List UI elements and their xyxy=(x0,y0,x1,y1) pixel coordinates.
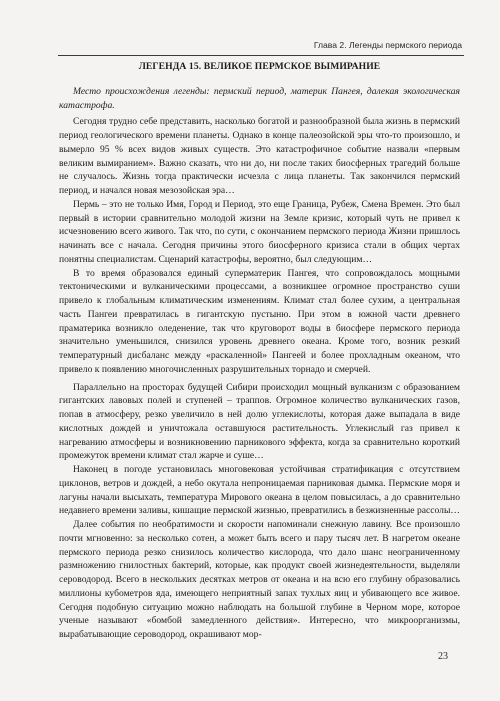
paragraph-6: Далее события по необратимости и скорости напоминали снежную лавину. Все произошло почти мгновенно: за несколько сотен, а может быть всего и пару тысяч лет. В нагретом океане пермского периода резко снизилось количество кислорода, что дало шанс неограниченному размножению гнилостных бактерий, которые, как продукт своей жизнедеятельности, выделяли сероводород. Всего в нескольких десятках метров от океана и на всю его глубину образовались миллионы кубометров яда, имеющего неприятный запах тухлых яиц и убивающего все живое. Сегодня подобную ситуацию можно наблюдать на большой глубине в Черном море, которое ученые называют «бомбой замедленного действия». Интересно, что микроорганизмы, вырабатывающие сероводород, окрашивают мор- xyxy=(59,519,460,640)
paragraph-1: Сегодня трудно себе представить, насколько богатой и разнообразной была жизнь в пермский период геологического времени планеты. Однако в конце палеозойской эры что-то произошло, и вымерло 95 % всех видов живых существ. Это катастрофичное событие назвали «первым великим вымиранием». Важно сказать, что ни до, ни после таких биосферных трагедий больше не случалось. Жизнь тогда практически исчезла с лица планеты. Так закончился пермский период, и начался новая мезозойская эра… xyxy=(59,116,460,196)
paragraph-5: Наконец в погоде установилась многовековая устойчивая стратификация с отсутствием циклонов, ветров и дождей, а небо окутала непроницаемая парниковая дымка. Пермские моря и лагуны начали высыхать, температура Мирового океана в целом повысилась, а до сравнительно недавнего времени заливы, кишащие пермской жизнью, превратились в безжизненные рассолы… xyxy=(59,464,461,517)
running-header: Глава 2. Легенды пермского периода xyxy=(313,40,462,50)
header-rule xyxy=(58,55,464,56)
legend-source: Место происхождения легенды: пермский период, материк Пангея, далекая экологическая катастрофа. xyxy=(59,85,460,111)
paragraph-4: Параллельно на просторах будущей Сибири происходил мощный вулканизм с образованием гигантских лавовых полей и ступеней – траппов. Огромное количество вулканических газов, попав в атмосферу, резко увеличило в ней долю углекислоты, которая даже выпадала в виде кислотных дождей и уничтожала оставшуюся растительность. Углекислый газ привел к нагреванию атмосферы и возникновению парникового эффекта, когда за сравнительно короткий промежуток времени климат стал жарче и суше… xyxy=(59,381,460,462)
legend-title: ЛЕГЕНДА 15. ВЕЛИКОЕ ПЕРМСКОЕ ВЫМИРАНИЕ xyxy=(138,61,381,72)
page-body xyxy=(59,60,460,642)
paragraph-2: Пермь – это не только Имя, Город и Период, это еще Граница, Рубеж, Смена Времен. Это был первый в истории сравнительно молодой жизни на Земле кризис, который чуть не привел к исчезновению всего живого. Так что, по сути, с окончанием пермского периода Жизни пришлось начинать все с начала. Сегодня причины этого биосферного кризиса стали в общих чертах понятны специалистам. Сценарий катастрофы, вероятно, был следующим… xyxy=(59,198,460,265)
paragraph-3: В то время образовался единый суперматерик Пангея, что сопровождалось мощными тектоническими и вулканическими процессами, а возникшее огромное пространство суши привело к глобальным климатическим изменениям. Климат стал более сухим, а центральная часть Пангеи превратилась в гигантскую пустыню. При этом в южной части древнего праматерика возникло оледенение, так что круговорот воды в биосфере пермского периода значительно уменьшился, снизился уровень древнего океана. Кроме того, возник резкий температурный дисбаланс между «раскаленной» Пангеей и более прохладным океаном, что привело к появлению многочисленных разрушительных торнадо и смерчей. xyxy=(59,267,460,375)
page-number: 23 xyxy=(438,651,448,662)
